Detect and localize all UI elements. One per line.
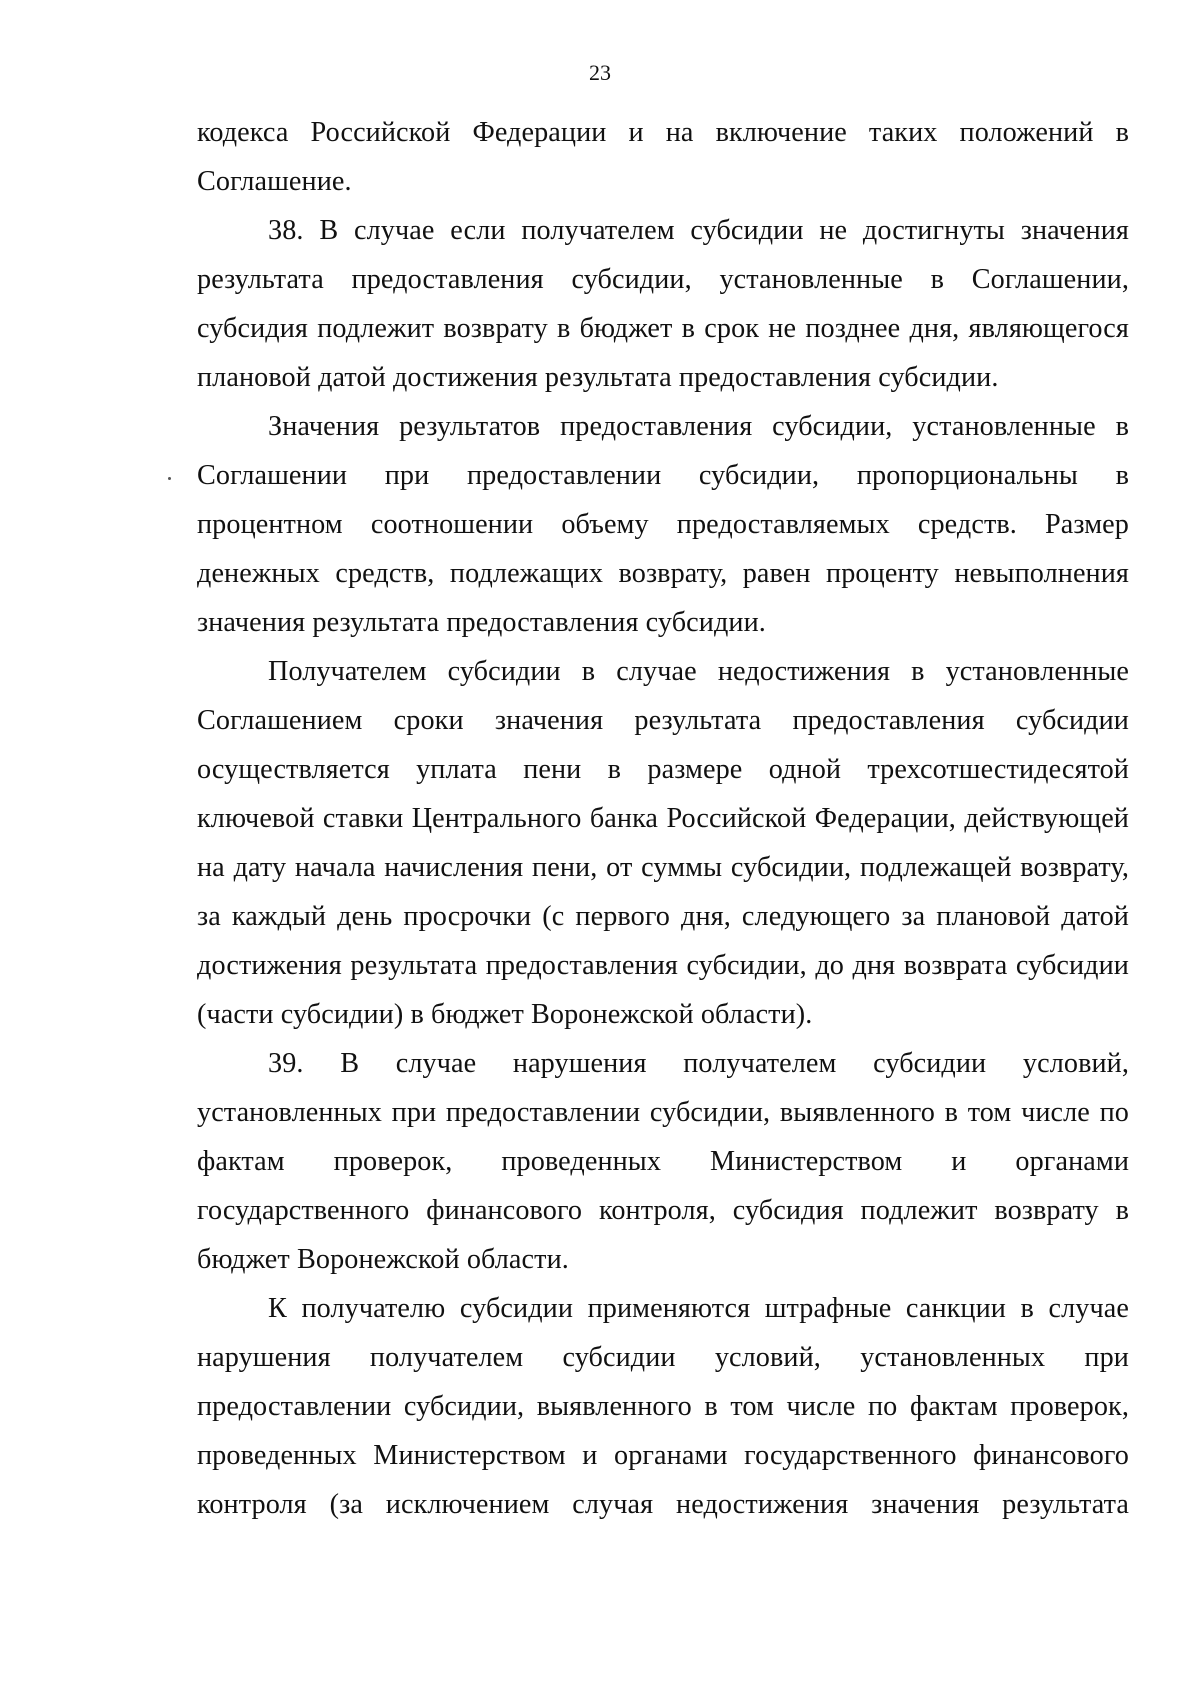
document-body [197,108,1129,1529]
paragraph-fines: К получателю субсидии применяются штрафные санкции в случае нарушения получателем субсидии условий, установленных при предоставлении субсидии, выявленного в том числе по фактам проверок, проведенных Министерством и органами государственного финансового контроля (за исключением случая недостижения значения результата [197,1293,1129,1520]
paragraph-38: 38. В случае если получателем субсидии не достигнуты значения результата предоставления субсидии, установленные в Соглашении, субсидия подлежит возврату в бюджет в срок не позднее дня, являющегося плановой датой достижения результата предоставления субсидии. [197,215,1129,393]
page-number: 23 [589,60,611,85]
paragraph-continuation: кодекса Российской Федерации и на включение таких положений в Соглашение. [197,117,1129,197]
scan-speck [168,477,171,480]
paragraph-39: 39. В случае нарушения получателем субсидии условий, установленных при предоставлении субсидии, выявленного в том числе по фактам проверок, проведенных Министерством и органами государственного финансового контроля, субсидия подлежит возврату в бюджет Воронежской области. [197,1048,1129,1275]
paragraph-penalty: Получателем субсидии в случае недостижения в установленные Соглашением сроки значения результата предоставления субсидии осуществляется уплата пени в размере одной трехсотшестидесятой ключевой ставки Центрального банка Российской Федерации, действующей на дату начала начисления пени, от суммы субсидии, подлежащей возврату, за каждый день просрочки (с первого дня, следующего за плановой датой достижения результата предоставления субсидии, до дня возврата субсидии (части субсидии) в бюджет Воронежской области). [197,656,1129,1030]
paragraph-result-values: Значения результатов предоставления субсидии, установленные в Соглашении при предоставлении субсидии, пропорциональны в процентном соотношении объему предоставляемых средств. Размер денежных средств, подлежащих возврату, равен проценту невыполнения значения результата предоставления субсидии. [197,411,1129,638]
